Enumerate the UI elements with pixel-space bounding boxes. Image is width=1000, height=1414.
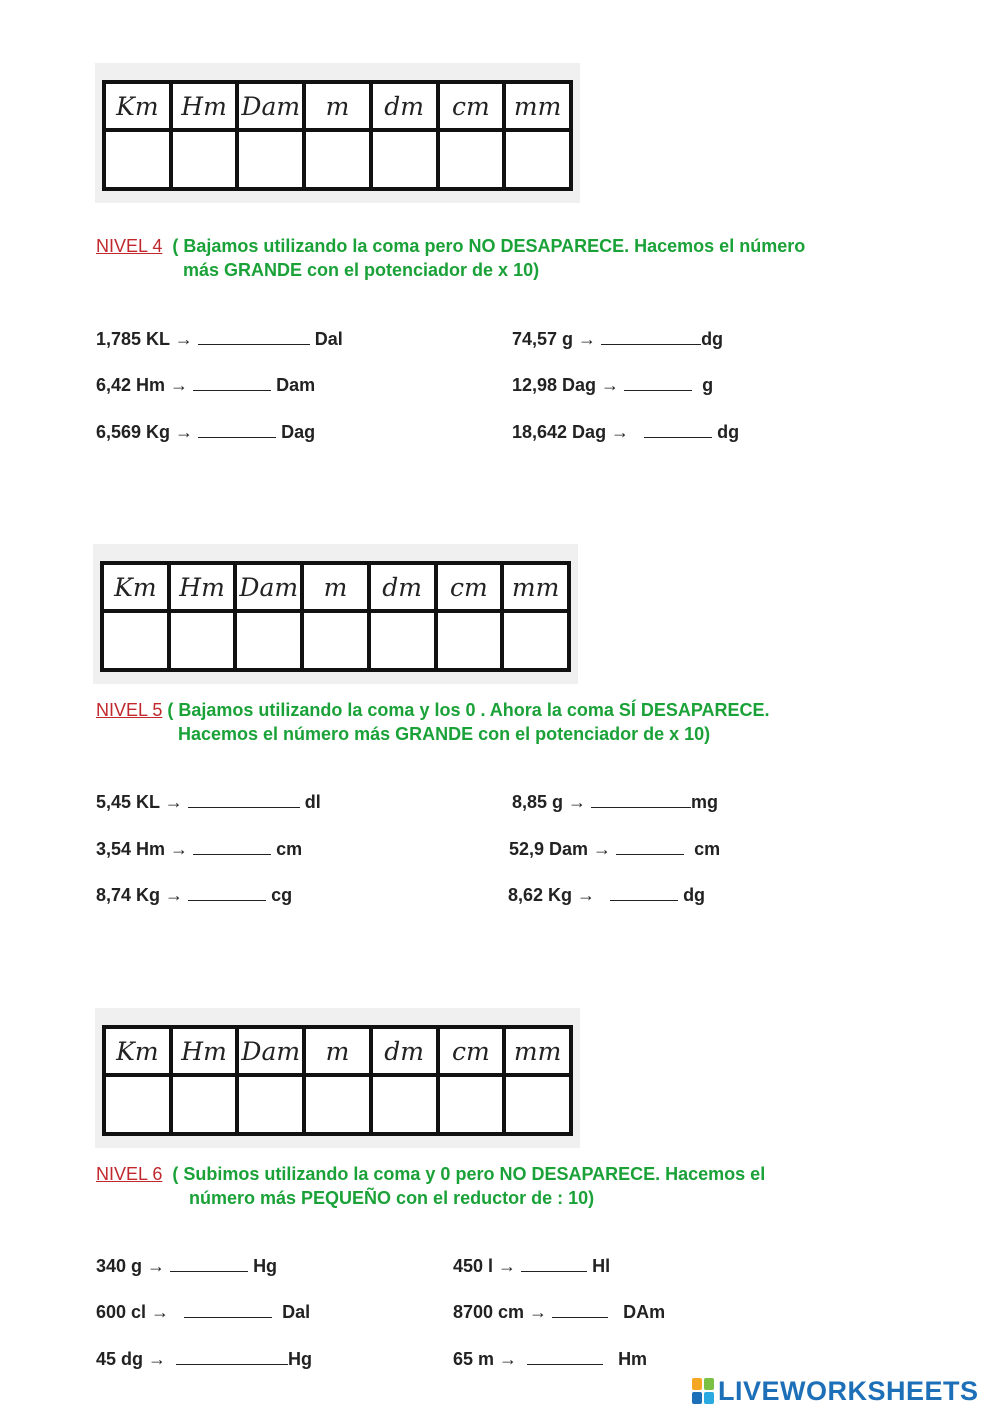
exercise (96, 328, 343, 350)
answer-blank[interactable] (193, 839, 271, 855)
answer-blank[interactable] (552, 1302, 608, 1318)
nivel-6-heading (96, 1162, 765, 1210)
exercise-unit: cm (276, 839, 303, 859)
unit-cell (438, 130, 505, 189)
exercise-value: 8,74 Kg → (96, 885, 184, 905)
unit-cell (171, 130, 238, 189)
exercise-value: 45 dg → (96, 1349, 167, 1369)
exercise (96, 884, 292, 906)
exercise (453, 1255, 610, 1277)
exercise (96, 1301, 310, 1323)
unit-cell (371, 130, 438, 189)
nivel-description: ( Bajamos utilizando la coma pero NO DESAPARECE. Hacemos el número (172, 236, 806, 256)
exercise (96, 838, 302, 860)
unit-table-2 (93, 544, 578, 684)
exercise (96, 1348, 312, 1370)
unit-header-cm: cm (436, 563, 503, 611)
exercise-unit: dl (304, 792, 321, 812)
exercise-unit: DAm (623, 1302, 666, 1322)
logo-square (692, 1378, 702, 1390)
answer-blank[interactable] (188, 885, 266, 901)
unit-cell (235, 611, 302, 670)
exercise (512, 374, 713, 396)
answer-blank[interactable] (188, 792, 300, 808)
unit-header-dam: Dam (237, 1027, 304, 1075)
exercise-unit: dg (683, 885, 706, 905)
unit-table-1 (95, 63, 580, 203)
liveworksheets-logo[interactable] (692, 1376, 979, 1406)
unit-header-dam: Dam (235, 563, 302, 611)
exercise-unit: dg (717, 422, 740, 442)
exercise (512, 421, 739, 443)
unit-header-hm: Hm (171, 82, 238, 130)
nivel-description-cont: más GRANDE con el potenciador de x 10) (183, 260, 540, 280)
exercise (96, 1255, 277, 1277)
exercise (512, 791, 718, 813)
answer-blank[interactable] (644, 422, 712, 438)
exercise (96, 421, 315, 443)
exercise-unit: Hg (288, 1349, 313, 1369)
exercise-value: 3,54 Hm → (96, 839, 189, 859)
exercise-value: 6,42 Hm → (96, 375, 189, 395)
unit-header-mm: mm (502, 563, 569, 611)
logo-square (692, 1392, 702, 1404)
exercise-unit: Dam (276, 375, 316, 395)
exercise (512, 328, 723, 350)
unit-header-mm: mm (504, 1027, 571, 1075)
answer-blank[interactable] (601, 329, 701, 345)
unit-header-dam: Dam (237, 82, 304, 130)
exercise-value: 8,85 g → (512, 792, 587, 812)
exercise-value: 8700 cm → (453, 1302, 548, 1322)
exercise-unit: Hm (618, 1349, 648, 1369)
unit-cell (304, 1075, 371, 1134)
exercise-unit: Hg (253, 1256, 278, 1276)
unit-cell (369, 611, 436, 670)
answer-blank[interactable] (616, 839, 684, 855)
answer-blank[interactable] (624, 375, 692, 391)
unit-header-cm: cm (438, 82, 505, 130)
unit-header-mm: mm (504, 82, 571, 130)
unit-table-3 (95, 1008, 580, 1148)
exercise (509, 838, 720, 860)
exercise-value: 5,45 KL → (96, 792, 183, 812)
unit-cell (171, 1075, 238, 1134)
unit-cell (169, 611, 236, 670)
exercise (96, 374, 315, 396)
answer-blank[interactable] (198, 422, 276, 438)
exercise-unit: Hl (592, 1256, 611, 1276)
exercise (96, 791, 321, 813)
exercise-value: 74,57 g → (512, 329, 597, 349)
answer-blank[interactable] (521, 1256, 587, 1272)
liveworksheets-logo-icon (692, 1378, 714, 1404)
unit-header-hm: Hm (169, 563, 236, 611)
exercise-value: 600 cl → (96, 1302, 170, 1322)
unit-header-m: m (304, 82, 371, 130)
exercise-unit: cm (694, 839, 721, 859)
unit-cell (302, 611, 369, 670)
nivel-label: NIVEL 4 (96, 236, 163, 256)
unit-cell (436, 611, 503, 670)
unit-cell (102, 611, 169, 670)
exercise-unit: Dal (314, 329, 343, 349)
exercise-value: 450 l → (453, 1256, 517, 1276)
unit-cell (237, 1075, 304, 1134)
nivel-description-cont: número más PEQUEÑO con el reductor de : 10) (189, 1188, 595, 1208)
unit-cell (237, 130, 304, 189)
unit-cell (104, 1075, 171, 1134)
exercise (453, 1301, 665, 1323)
answer-blank[interactable] (193, 375, 271, 391)
nivel-label: NIVEL 6 (96, 1164, 163, 1184)
nivel-description-cont: Hacemos el número más GRANDE con el potenciador de x 10) (178, 724, 711, 744)
unit-cell (104, 130, 171, 189)
exercise-value: 1,785 KL → (96, 329, 193, 349)
nivel-4-heading (96, 234, 805, 282)
answer-blank[interactable] (527, 1349, 603, 1365)
nivel-description: ( Bajamos utilizando la coma y los 0 . Ahora la coma SÍ DESAPARECE. (167, 700, 770, 720)
unit-cell (304, 130, 371, 189)
exercise-value: 6,569 Kg → (96, 422, 194, 442)
exercise-unit: g (702, 375, 714, 395)
exercise-unit: mg (691, 792, 719, 812)
exercise-value: 12,98 Dag → (512, 375, 620, 395)
exercise-value: 65 m → (453, 1349, 518, 1369)
unit-header-dm: dm (369, 563, 436, 611)
exercise-unit: cg (271, 885, 293, 905)
answer-blank[interactable] (610, 885, 678, 901)
answer-blank[interactable] (591, 792, 691, 808)
unit-cell (504, 130, 571, 189)
unit-header-km: Km (104, 1027, 171, 1075)
exercise-unit: Dal (282, 1302, 311, 1322)
unit-header-dm: dm (371, 1027, 438, 1075)
unit-cell (371, 1075, 438, 1134)
exercise-value: 52,9 Dam → (509, 839, 612, 859)
exercise (508, 884, 705, 906)
unit-header-km: Km (104, 82, 171, 130)
answer-blank[interactable] (198, 329, 310, 345)
answer-blank[interactable] (176, 1349, 288, 1365)
exercise-value: 18,642 Dag → (512, 422, 630, 442)
answer-blank[interactable] (184, 1302, 272, 1318)
exercise-unit: Dag (281, 422, 316, 442)
nivel-description: ( Subimos utilizando la coma y 0 pero NO DESAPARECE. Hacemos el (172, 1164, 766, 1184)
unit-header-m: m (304, 1027, 371, 1075)
unit-cell (502, 611, 569, 670)
unit-cell (504, 1075, 571, 1134)
unit-cell (438, 1075, 505, 1134)
logo-square (704, 1392, 714, 1404)
exercise-value: 340 g → (96, 1256, 166, 1276)
logo-square (704, 1378, 714, 1390)
unit-header-hm: Hm (171, 1027, 238, 1075)
nivel-5-heading (96, 698, 770, 746)
answer-blank[interactable] (170, 1256, 248, 1272)
unit-header-m: m (302, 563, 369, 611)
nivel-label: NIVEL 5 (96, 700, 163, 720)
unit-header-cm: cm (438, 1027, 505, 1075)
logo-text: LIVEWORKSHEETS (718, 1375, 979, 1406)
exercise-unit: dg (701, 329, 724, 349)
unit-header-km: Km (102, 563, 169, 611)
exercise (453, 1348, 647, 1370)
unit-header-dm: dm (371, 82, 438, 130)
exercise-value: 8,62 Kg → (508, 885, 596, 905)
